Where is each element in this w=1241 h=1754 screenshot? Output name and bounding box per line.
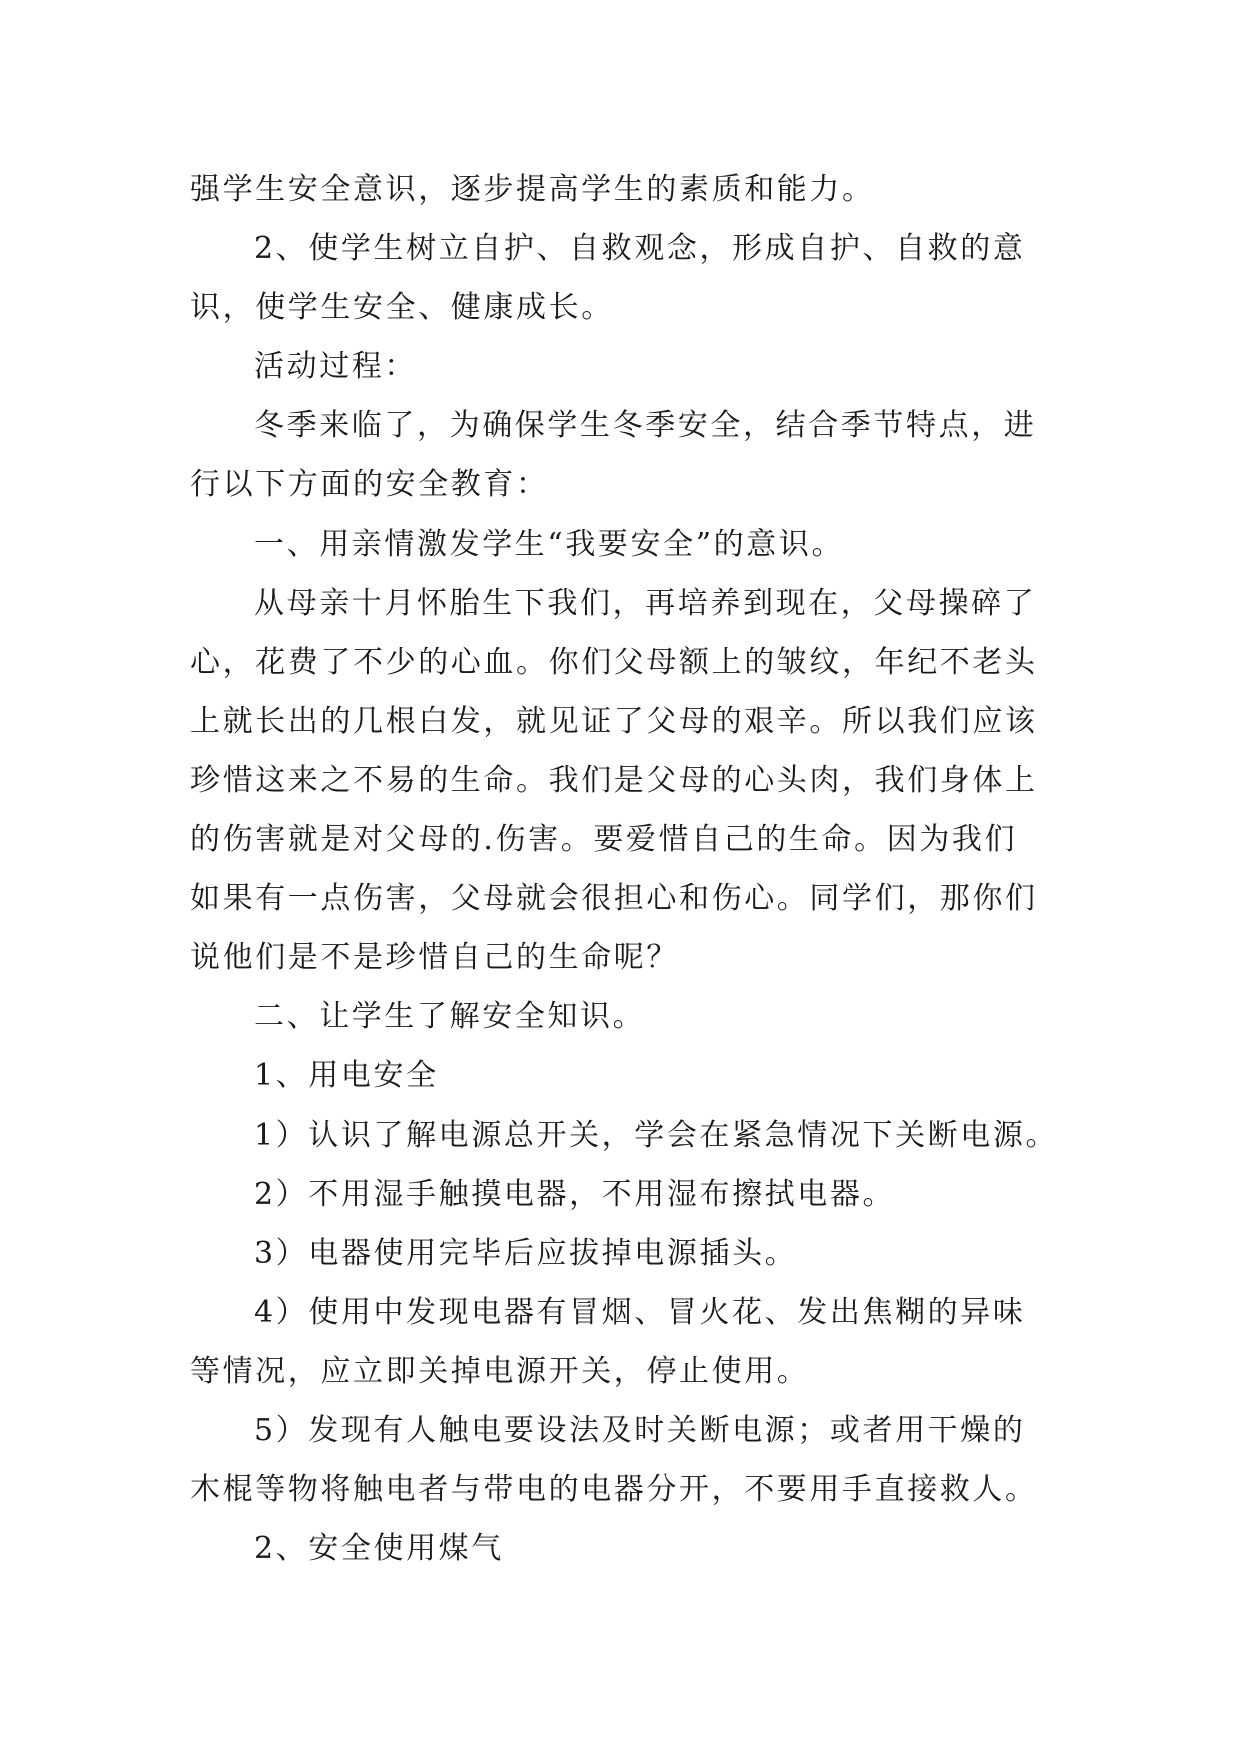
text-line: 识，使学生安全、健康成长。 <box>190 290 614 326</box>
text-line: 冬季来临了，为确保学生冬季安全，结合季节特点，进 <box>254 408 1037 444</box>
text-line: 2、安全使用煤气 <box>254 1531 504 1567</box>
text-line: 如果有一点伤害，父母就会很担心和伤心。同学们，那你们 <box>190 881 1038 917</box>
text-line: 一、用亲情激发学生“我要安全”的意识。 <box>254 526 845 562</box>
text-line: 1）认识了解电源总开关，学会在紧急情况下关断电源。 <box>254 1117 1059 1153</box>
text-line: 等情况，应立即关掉电源开关，停止使用。 <box>190 1353 810 1389</box>
text-line: 从母亲十月怀胎生下我们，再培养到现在，父母操碎了 <box>254 585 1037 621</box>
document-body <box>190 160 1070 1578</box>
text-line: 3）电器使用完毕后应拔掉电源插头。 <box>254 1235 798 1271</box>
text-line: 1、用电安全 <box>254 1058 439 1094</box>
text-line: 心，花费了不少的心血。你们父母额上的皱纹，年纪不老头 <box>190 644 1038 680</box>
text-line: 2、使学生树立自护、自救观念，形成自护、自救的意 <box>254 231 1026 267</box>
text-line: 4）使用中发现电器有冒烟、冒火花、发出焦糊的异味 <box>254 1294 1026 1330</box>
text-line: 活动过程： <box>254 349 417 385</box>
text-line: 上就长出的几根白发，就见证了父母的艰辛。所以我们应该 <box>190 703 1038 739</box>
text-line: 行以下方面的安全教育： <box>190 467 549 503</box>
text-line: 强学生安全意识，逐步提高学生的素质和能力。 <box>190 172 875 207</box>
text-line: 2）不用湿手触摸电器，不用湿布擦拭电器。 <box>254 1176 896 1212</box>
text-line: 5）发现有人触电要设法及时关断电源；或者用干燥的 <box>254 1412 1026 1448</box>
text-line: 的伤害就是对父母的.伤害。要爱惜自己的生命。因为我们 <box>190 822 1018 858</box>
text-line: 珍惜这来之不易的生命。我们是父母的心头肉，我们身体上 <box>190 762 1038 798</box>
text-line: 木棍等物将触电者与带电的电器分开，不要用手直接救人。 <box>190 1472 1038 1508</box>
text-line: 二、让学生了解安全知识。 <box>254 999 646 1035</box>
text-line: 说他们是不是珍惜自己的生命呢？ <box>190 940 679 976</box>
